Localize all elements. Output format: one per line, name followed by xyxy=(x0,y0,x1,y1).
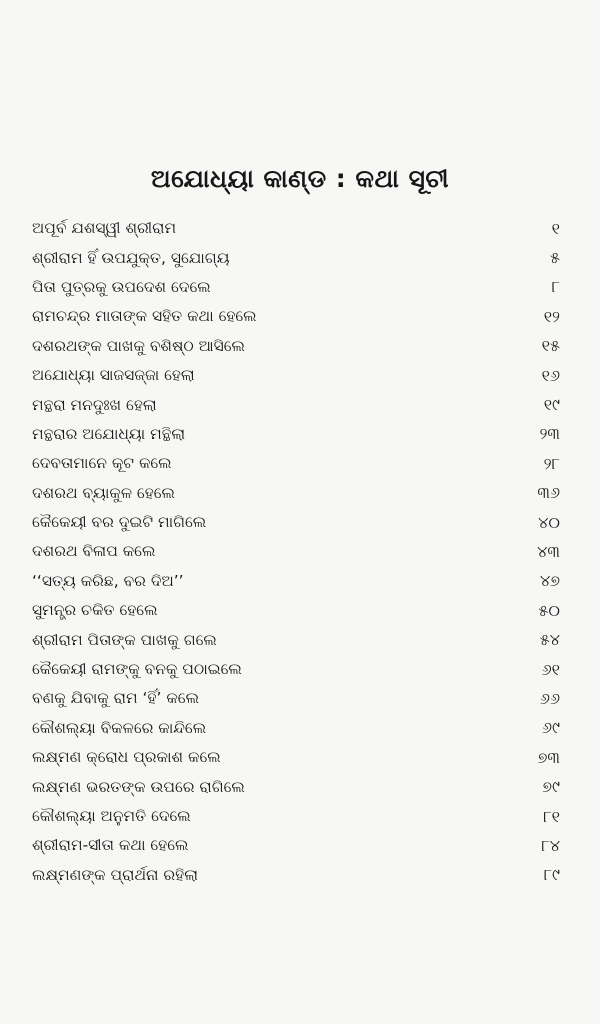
toc-entry-page-number: ୭୯ xyxy=(542,777,560,797)
toc-entry-page-number: ୬୬ xyxy=(539,688,560,708)
toc-entry xyxy=(32,625,560,654)
toc-entry-title: ଲକ୍ଷ୍ମଣ କ୍ରୋଧ ପ୍ରକାଶ କଲେ xyxy=(32,748,221,767)
toc-entry-title: ଅଯୋଧ୍ୟା ସାଜସଜ୍ଜା ହେଲା xyxy=(32,366,195,385)
toc-entry-title: କୈକେୟୀ ବର ଦୁଇଟି ମାଗିଲେ xyxy=(32,513,207,532)
toc-entry xyxy=(32,802,560,831)
toc-entry-page-number: ୮୧ xyxy=(543,806,560,826)
toc-entry-page-number: ୬୯ xyxy=(541,718,560,738)
toc-entry-page-number: ୮୪ xyxy=(541,835,560,855)
toc-entry-page-number: ୩୬ xyxy=(537,483,560,503)
toc-entry-page-number: ୭୩ xyxy=(537,747,560,767)
toc-entry-title: ଶ୍ରୀରାମ-ସୀତା କଥା ହେଲେ xyxy=(32,836,189,855)
toc-entry-page-number: ୫୦ xyxy=(538,600,560,620)
toc-entry xyxy=(32,449,560,478)
toc-entry-title: ଶ୍ରୀରାମ ପିତାଙ୍କ ପାଖକୁ ଗଲେ xyxy=(32,630,217,649)
toc-entry-page-number: ୧୬ xyxy=(541,365,560,385)
toc-entry-page-number: ୧୫ xyxy=(541,336,560,356)
toc-entry-page-number: ୪୭ xyxy=(539,571,560,591)
toc-entry-page-number: ୪୩ xyxy=(537,541,560,561)
toc-entry xyxy=(32,214,560,243)
toc-entry xyxy=(32,714,560,743)
toc-entry xyxy=(32,861,560,890)
toc-entry xyxy=(32,420,560,449)
table-of-contents xyxy=(32,214,560,890)
toc-entry xyxy=(32,684,560,713)
toc-entry-title: କୌଶଲ୍ୟା ଅନୁମତି ଦେଲେ xyxy=(32,807,191,825)
toc-entry-page-number: ୫୪ xyxy=(539,630,560,650)
toc-entry-title: କୈକେୟୀ ରାମଙ୍କୁ ବନକୁ ପଠାଇଲେ xyxy=(32,660,242,679)
toc-entry-page-number: ୮୯ xyxy=(543,865,560,885)
toc-entry xyxy=(32,596,560,625)
toc-entry xyxy=(32,361,560,390)
toc-entry-page-number: ୧ xyxy=(551,218,560,238)
toc-entry-title: କୌଶଲ୍ୟା ବିକଳରେ କାନ୍ଦିଲେ xyxy=(32,718,207,737)
toc-entry xyxy=(32,743,560,772)
toc-entry xyxy=(32,508,560,537)
toc-entry xyxy=(32,302,560,331)
toc-entry-title: ପିତା ପୁତ୍ରକୁ ଉପଦେଶ ଦେଲେ xyxy=(32,277,211,296)
toc-entry xyxy=(32,390,560,419)
toc-entry-page-number: ୫ xyxy=(550,248,560,268)
toc-entry-title: ରାମଚନ୍ଦ୍ର ମାତାଙ୍କ ସହିତ କଥା ହେଲେ xyxy=(32,307,257,326)
toc-entry-title: ‘‘ସତ୍ୟ କରିଛ, ବର ଦିଅ’’ xyxy=(32,571,184,590)
toc-entry-title: ମନ୍ଥରା ମନଦୁଃଖ ହେଲା xyxy=(32,395,157,414)
toc-entry-title: ଅପୂର୍ବ ଯଶସ୍ୱୀ ଶ୍ରୀରାମ xyxy=(32,219,177,238)
toc-entry-page-number: ୧୨ xyxy=(543,306,560,326)
toc-entry xyxy=(32,772,560,801)
page-title: ଅଯୋଧ୍ୟା କାଣ୍ଡ : କଥା ସୂଚୀ xyxy=(150,164,450,193)
toc-entry-page-number: ୮ xyxy=(551,277,560,297)
toc-entry xyxy=(32,243,560,272)
toc-entry-title: ଲକ୍ଷ୍ମଣଙ୍କ ପ୍ରାର୍ଥନା ରହିଲା xyxy=(32,865,198,884)
toc-entry-page-number: ୨୩ xyxy=(539,424,560,444)
toc-entry xyxy=(32,273,560,302)
toc-entry xyxy=(32,479,560,508)
toc-entry-page-number: ୬୧ xyxy=(541,659,560,679)
toc-entry xyxy=(32,332,560,361)
toc-entry-title: ସୁମନ୍ତ୍ର ଚକିତ ହେଲେ xyxy=(32,601,158,620)
toc-entry-title: ବଣକୁ ଯିବାକୁ ରାମ ‘ହିଁ’ କଲେ xyxy=(32,689,200,708)
toc-entry xyxy=(32,655,560,684)
toc-entry-page-number: ୪୦ xyxy=(538,512,560,532)
toc-entry-title: ଦେବତାମାନେ କୂଟ କଲେ xyxy=(32,454,172,473)
toc-entry-title: ମନ୍ଥରାର ଅଯୋଧ୍ୟା ମନ୍ଥିଲା xyxy=(32,424,186,443)
toc-entry-title: ଦଶରଥ ବିଳାପ କଲେ xyxy=(32,542,156,561)
toc-entry-title: ଦଶରଥ ବ୍ୟାକୁଳ ହେଲେ xyxy=(32,483,175,502)
toc-entry-title: ଲକ୍ଷ୍ମଣ ଭରତଙ୍କ ଉପରେ ରାଗିଲେ xyxy=(32,777,245,796)
toc-entry xyxy=(32,831,560,860)
toc-entry-page-number: ୨୮ xyxy=(543,453,560,473)
toc-entry xyxy=(32,567,560,596)
toc-entry-title: ଦଶରଥଙ୍କ ପାଖକୁ ବଶିଷ୍ଠ ଆସିଲେ xyxy=(32,336,246,355)
toc-entry-title: ଶ୍ରୀରାମ ହିଁ ଉପଯୁକ୍ତ, ସୁଯୋଗ୍ୟ xyxy=(32,248,230,267)
toc-entry xyxy=(32,537,560,566)
toc-entry-page-number: ୧୯ xyxy=(543,395,560,415)
